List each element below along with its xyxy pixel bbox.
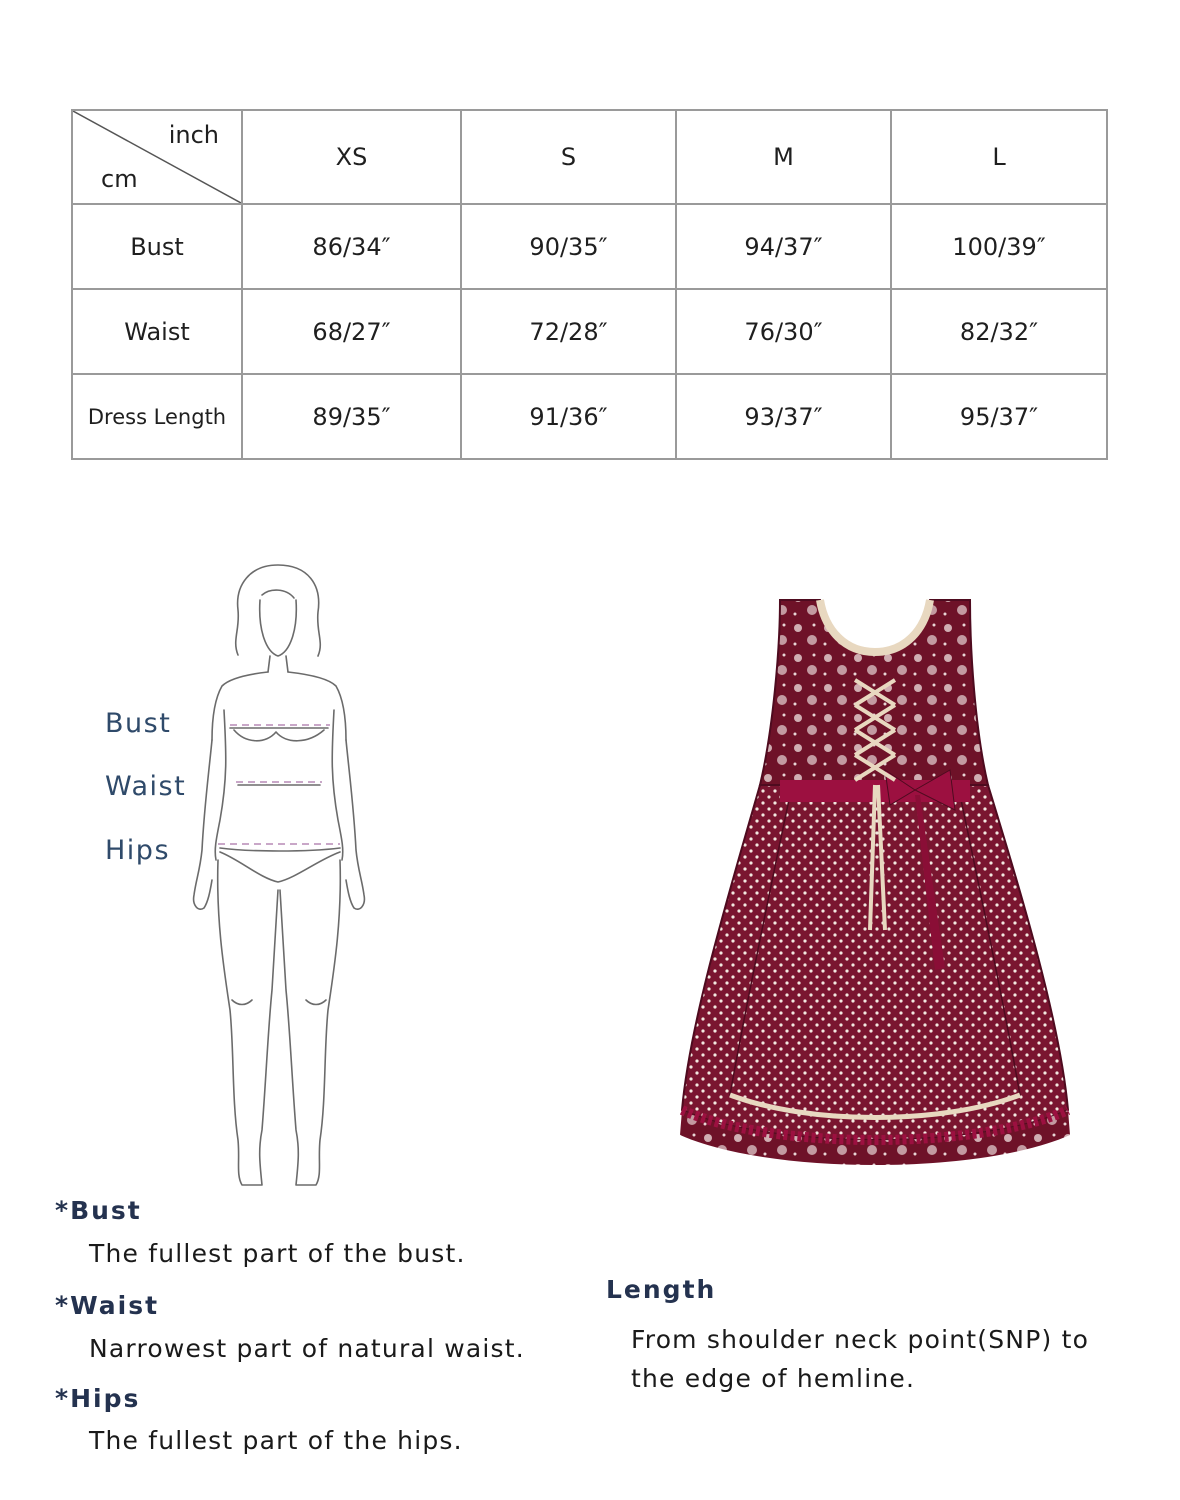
table-row	[72, 374, 1107, 459]
size-chart-table	[71, 109, 1108, 460]
definition-term-hips: *Hips	[55, 1384, 141, 1413]
size-header: M	[676, 110, 891, 204]
figure-label-bust: Bust	[105, 708, 172, 739]
unit-inch-label: inch	[168, 121, 219, 149]
table-cell: 82/32″	[891, 289, 1107, 374]
definition-text-length-line2: the edge of hemline.	[631, 1364, 916, 1393]
row-label: Dress Length	[72, 374, 242, 459]
table-row	[72, 289, 1107, 374]
unit-cm-label: cm	[101, 165, 138, 193]
row-label: Bust	[72, 204, 242, 289]
definition-text-hips: The fullest part of the hips.	[89, 1426, 463, 1455]
dirndl-dress-image	[670, 590, 1080, 1190]
definition-text-bust: The fullest part of the bust.	[89, 1239, 466, 1268]
table-row	[72, 204, 1107, 289]
table-cell: 93/37″	[676, 374, 891, 459]
table-cell: 95/37″	[891, 374, 1107, 459]
definition-term-bust: *Bust	[55, 1196, 142, 1225]
table-cell: 86/34″	[242, 204, 461, 289]
table-cell: 94/37″	[676, 204, 891, 289]
table-cell: 72/28″	[461, 289, 676, 374]
figure-label-waist: Waist	[105, 771, 187, 802]
size-header: XS	[242, 110, 461, 204]
definition-term-waist: *Waist	[55, 1291, 160, 1320]
table-header-row	[72, 110, 1107, 204]
size-header: L	[891, 110, 1107, 204]
definition-text-waist: Narrowest part of natural waist.	[89, 1334, 525, 1363]
body-measurement-figure	[190, 560, 370, 1200]
table-cell: 91/36″	[461, 374, 676, 459]
row-label: Waist	[72, 289, 242, 374]
figure-label-hips: Hips	[105, 835, 171, 866]
definition-term-length: Length	[606, 1275, 717, 1304]
definition-text-length-line1: From shoulder neck point(SNP) to	[631, 1325, 1090, 1354]
corner-cell	[72, 110, 242, 204]
size-header: S	[461, 110, 676, 204]
table-cell: 100/39″	[891, 204, 1107, 289]
table-cell: 89/35″	[242, 374, 461, 459]
table-cell: 90/35″	[461, 204, 676, 289]
table-cell: 76/30″	[676, 289, 891, 374]
table-cell: 68/27″	[242, 289, 461, 374]
